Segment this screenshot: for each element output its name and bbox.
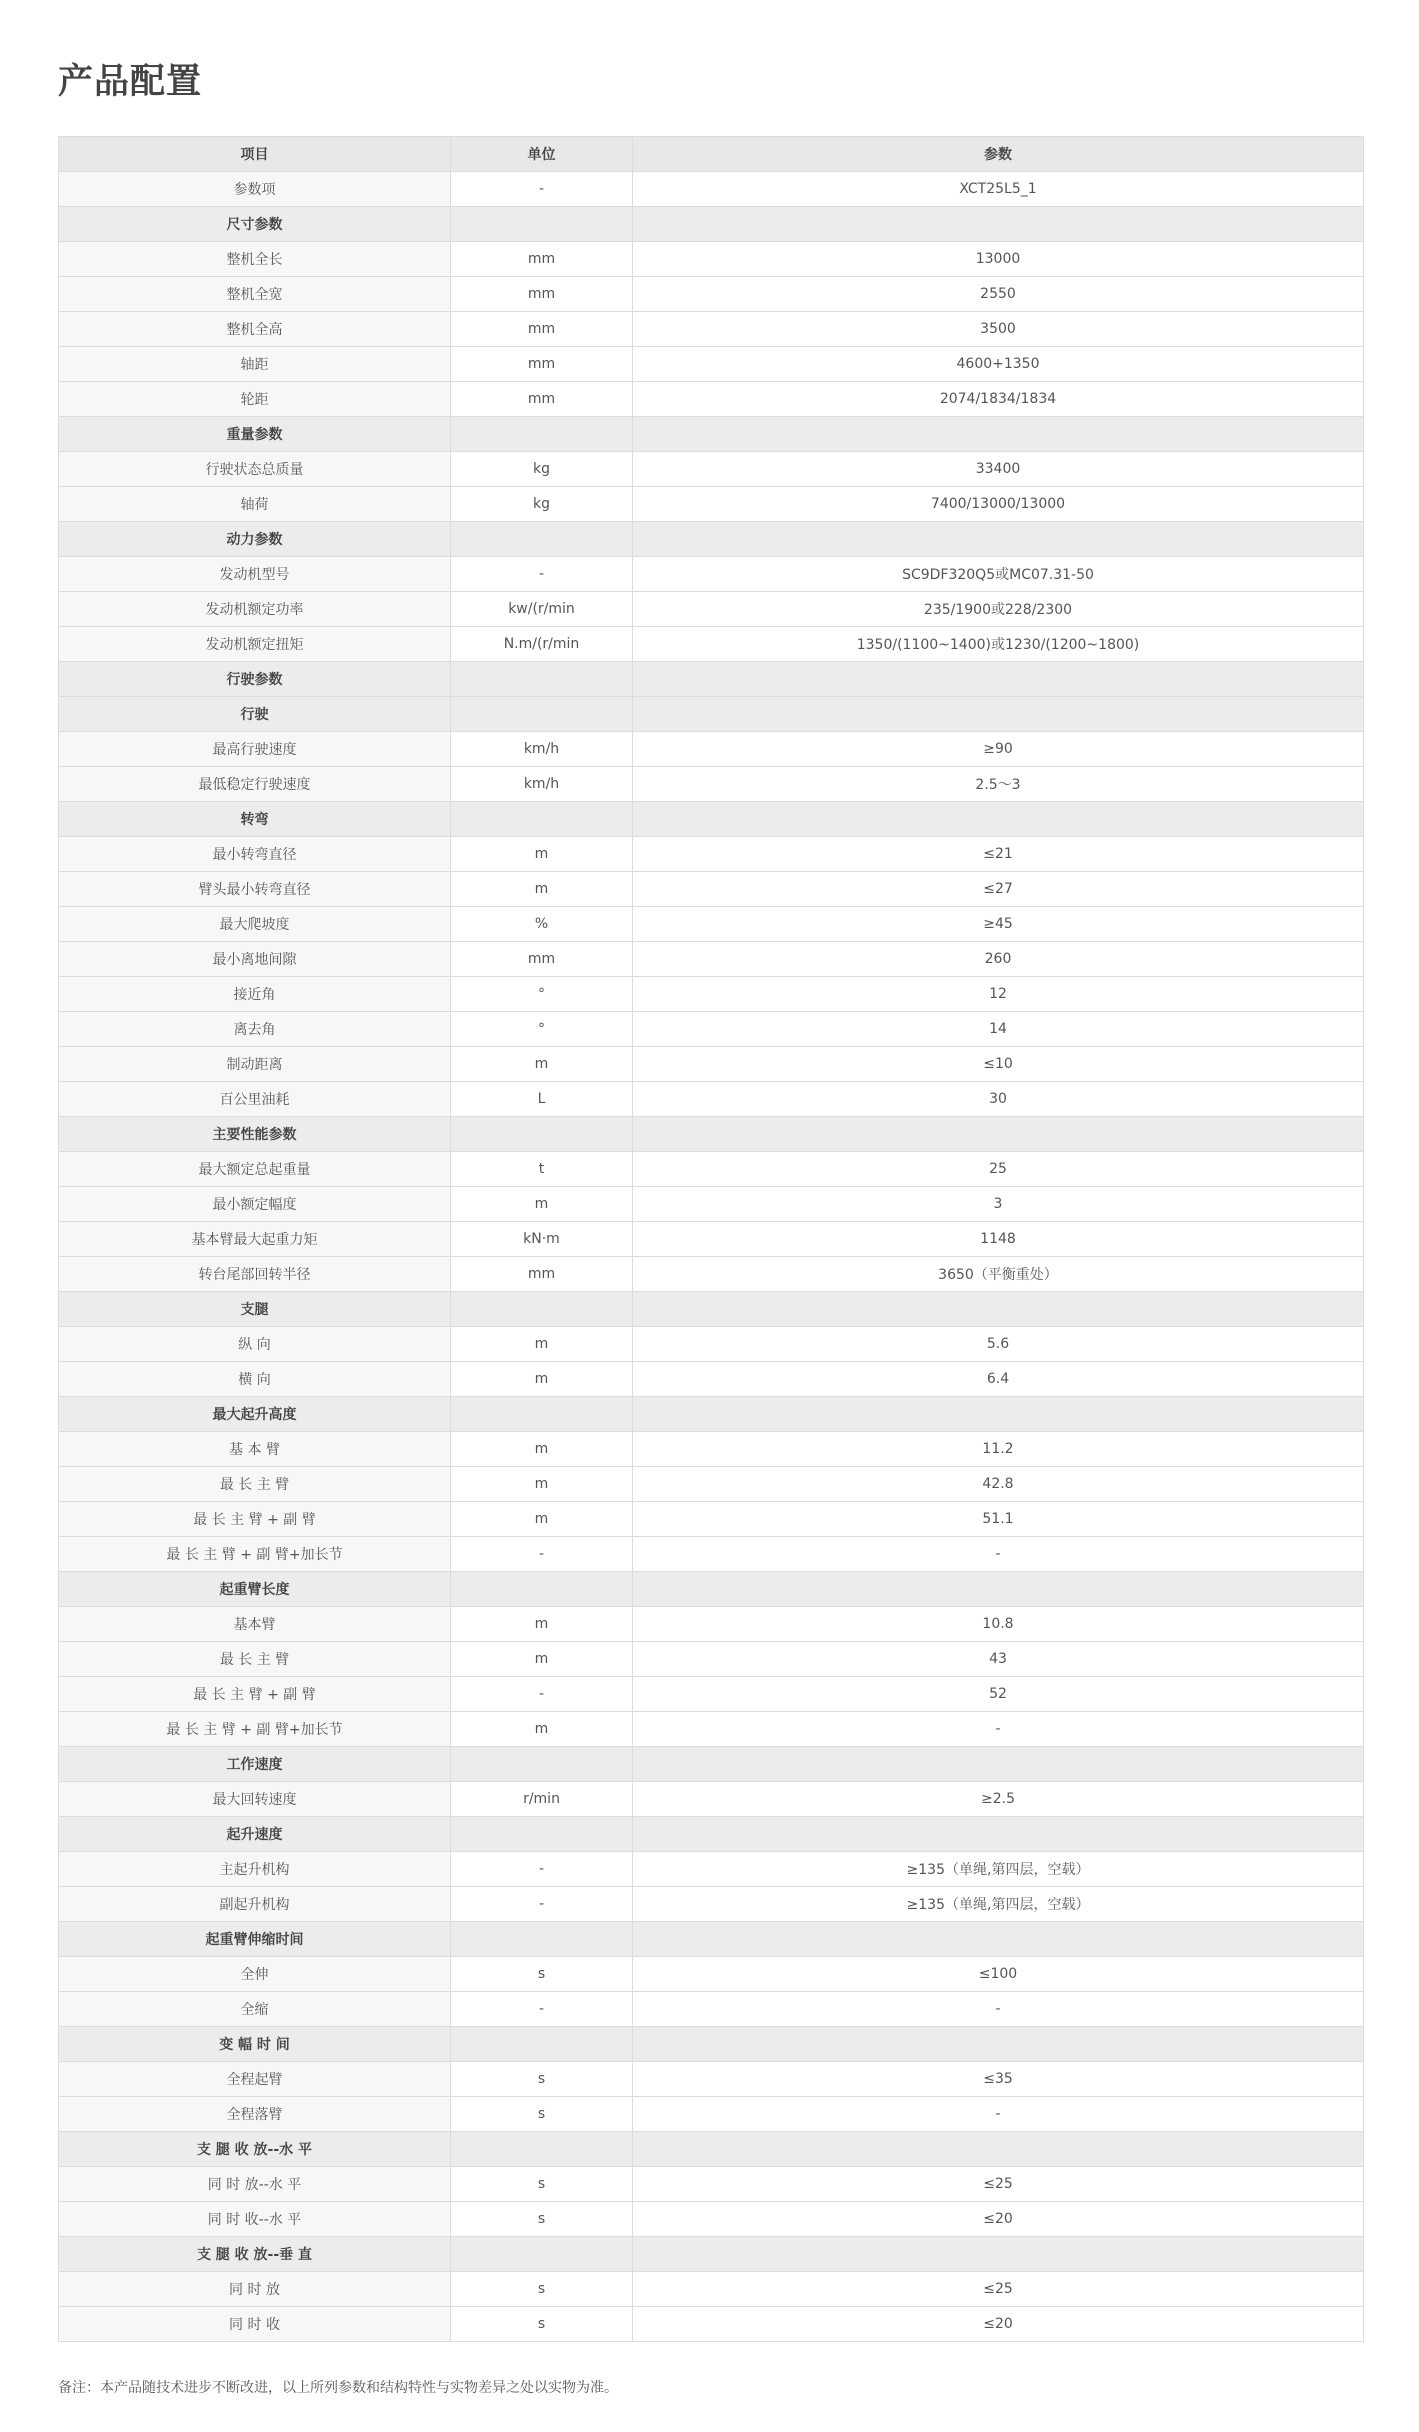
unit-cell: mm <box>451 347 633 382</box>
value-cell: ≥135（单绳,第四层，空载） <box>633 1852 1364 1887</box>
value-cell: ≤35 <box>633 2062 1364 2097</box>
unit-cell: m <box>451 1187 633 1222</box>
table-row <box>59 1327 1364 1362</box>
unit-cell: - <box>451 1852 633 1887</box>
unit-cell: s <box>451 2062 633 2097</box>
unit-cell <box>451 662 633 697</box>
value-cell: 3650（平衡重处） <box>633 1257 1364 1292</box>
value-cell: 6.4 <box>633 1362 1364 1397</box>
table-row <box>59 767 1364 802</box>
item-cell: 最 长 主 臂 <box>59 1467 451 1502</box>
section-row <box>59 802 1364 837</box>
section-row <box>59 1117 1364 1152</box>
value-cell <box>633 1572 1364 1607</box>
unit-cell: s <box>451 2307 633 2342</box>
unit-cell: t <box>451 1152 633 1187</box>
item-cell: 转台尾部回转半径 <box>59 1257 451 1292</box>
item-cell: 最大爬坡度 <box>59 907 451 942</box>
unit-cell: km/h <box>451 767 633 802</box>
item-cell: 同 时 收 <box>59 2307 451 2342</box>
unit-cell: - <box>451 1887 633 1922</box>
unit-cell: m <box>451 1607 633 1642</box>
section-row <box>59 2027 1364 2062</box>
header-unit: 单位 <box>451 137 633 172</box>
unit-cell: mm <box>451 1257 633 1292</box>
unit-cell <box>451 802 633 837</box>
unit-cell: m <box>451 837 633 872</box>
unit-cell: mm <box>451 242 633 277</box>
value-cell: ≤20 <box>633 2307 1364 2342</box>
value-cell: SC9DF320Q5或MC07.31-50 <box>633 557 1364 592</box>
unit-cell: s <box>451 2272 633 2307</box>
value-cell: ≥90 <box>633 732 1364 767</box>
unit-cell: s <box>451 2202 633 2237</box>
table-row <box>59 1047 1364 1082</box>
unit-cell: m <box>451 1712 633 1747</box>
value-cell: ≤20 <box>633 2202 1364 2237</box>
item-cell: 全缩 <box>59 1992 451 2027</box>
unit-cell: r/min <box>451 1782 633 1817</box>
unit-cell: mm <box>451 312 633 347</box>
value-cell <box>633 2027 1364 2062</box>
table-row <box>59 347 1364 382</box>
value-cell: ≤25 <box>633 2272 1364 2307</box>
table-row <box>59 172 1364 207</box>
section-row <box>59 417 1364 452</box>
value-cell <box>633 1292 1364 1327</box>
item-cell: 最 长 主 臂 <box>59 1642 451 1677</box>
value-cell: 33400 <box>633 452 1364 487</box>
item-cell: 参数项 <box>59 172 451 207</box>
unit-cell <box>451 2027 633 2062</box>
unit-cell <box>451 522 633 557</box>
table-row <box>59 487 1364 522</box>
unit-cell <box>451 417 633 452</box>
item-cell: 轮距 <box>59 382 451 417</box>
section-title: 转弯 <box>59 802 451 837</box>
table-row <box>59 1187 1364 1222</box>
section-title: 起重臂伸缩时间 <box>59 1922 451 1957</box>
unit-cell: ° <box>451 977 633 1012</box>
item-cell: 全伸 <box>59 1957 451 1992</box>
unit-cell: m <box>451 1502 633 1537</box>
value-cell: ≥2.5 <box>633 1782 1364 1817</box>
value-cell: - <box>633 1712 1364 1747</box>
item-cell: 全程落臂 <box>59 2097 451 2132</box>
item-cell: 最低稳定行驶速度 <box>59 767 451 802</box>
value-cell <box>633 662 1364 697</box>
value-cell: 3500 <box>633 312 1364 347</box>
value-cell: 42.8 <box>633 1467 1364 1502</box>
table-row <box>59 2167 1364 2202</box>
item-cell: 行驶状态总质量 <box>59 452 451 487</box>
item-cell: 发动机额定扭矩 <box>59 627 451 662</box>
table-row <box>59 732 1364 767</box>
item-cell: 基 本 臂 <box>59 1432 451 1467</box>
value-cell: 2.5～3 <box>633 767 1364 802</box>
table-row <box>59 592 1364 627</box>
table-row <box>59 1012 1364 1047</box>
unit-cell <box>451 697 633 732</box>
section-title: 最大起升高度 <box>59 1397 451 1432</box>
table-row <box>59 2062 1364 2097</box>
table-header-row <box>59 137 1364 172</box>
spec-table-body <box>59 172 1364 2342</box>
unit-cell: m <box>451 1642 633 1677</box>
value-cell <box>633 522 1364 557</box>
value-cell: 30 <box>633 1082 1364 1117</box>
unit-cell: kN·m <box>451 1222 633 1257</box>
item-cell: 主起升机构 <box>59 1852 451 1887</box>
table-row <box>59 557 1364 592</box>
table-row <box>59 1467 1364 1502</box>
value-cell: ≤100 <box>633 1957 1364 1992</box>
table-row <box>59 1677 1364 1712</box>
value-cell: - <box>633 2097 1364 2132</box>
section-title: 支腿 <box>59 1292 451 1327</box>
unit-cell: mm <box>451 382 633 417</box>
unit-cell: - <box>451 172 633 207</box>
table-row <box>59 1992 1364 2027</box>
table-row <box>59 872 1364 907</box>
section-row <box>59 522 1364 557</box>
value-cell: 2550 <box>633 277 1364 312</box>
table-row <box>59 2272 1364 2307</box>
table-row <box>59 1852 1364 1887</box>
section-title: 起重臂长度 <box>59 1572 451 1607</box>
value-cell: 13000 <box>633 242 1364 277</box>
value-cell: 10.8 <box>633 1607 1364 1642</box>
value-cell: 260 <box>633 942 1364 977</box>
unit-cell: - <box>451 1677 633 1712</box>
value-cell: 25 <box>633 1152 1364 1187</box>
value-cell: 51.1 <box>633 1502 1364 1537</box>
section-row <box>59 1572 1364 1607</box>
table-row <box>59 277 1364 312</box>
item-cell: 轴距 <box>59 347 451 382</box>
item-cell: 基本臂最大起重力矩 <box>59 1222 451 1257</box>
item-cell: 最 长 主 臂 + 副 臂+加长节 <box>59 1712 451 1747</box>
item-cell: 发动机型号 <box>59 557 451 592</box>
unit-cell: N.m/(r/min <box>451 627 633 662</box>
value-cell: ≤10 <box>633 1047 1364 1082</box>
unit-cell: - <box>451 1992 633 2027</box>
table-row <box>59 977 1364 1012</box>
table-row <box>59 2202 1364 2237</box>
unit-cell <box>451 207 633 242</box>
table-row <box>59 2307 1364 2342</box>
value-cell <box>633 1397 1364 1432</box>
unit-cell: kg <box>451 452 633 487</box>
spec-table <box>58 136 1364 2342</box>
item-cell: 最大回转速度 <box>59 1782 451 1817</box>
value-cell: 12 <box>633 977 1364 1012</box>
section-row <box>59 1292 1364 1327</box>
value-cell: XCT25L5_1 <box>633 172 1364 207</box>
value-cell <box>633 2132 1364 2167</box>
unit-cell: kw/(r/min <box>451 592 633 627</box>
unit-cell: s <box>451 2167 633 2202</box>
item-cell: 最小额定幅度 <box>59 1187 451 1222</box>
item-cell: 接近角 <box>59 977 451 1012</box>
table-row <box>59 242 1364 277</box>
value-cell <box>633 2237 1364 2272</box>
unit-cell: s <box>451 2097 633 2132</box>
unit-cell: s <box>451 1957 633 1992</box>
unit-cell <box>451 1817 633 1852</box>
unit-cell: m <box>451 1432 633 1467</box>
section-title: 尺寸参数 <box>59 207 451 242</box>
item-cell: 基本臂 <box>59 1607 451 1642</box>
table-row <box>59 1502 1364 1537</box>
item-cell: 同 时 放--水 平 <box>59 2167 451 2202</box>
table-row <box>59 627 1364 662</box>
page-title: 产品配置 <box>58 62 203 102</box>
table-row <box>59 837 1364 872</box>
unit-cell: kg <box>451 487 633 522</box>
item-cell: 发动机额定功率 <box>59 592 451 627</box>
item-cell: 整机全宽 <box>59 277 451 312</box>
item-cell: 副起升机构 <box>59 1887 451 1922</box>
unit-cell <box>451 1922 633 1957</box>
section-title: 工作速度 <box>59 1747 451 1782</box>
value-cell: 14 <box>633 1012 1364 1047</box>
value-cell: - <box>633 1992 1364 2027</box>
table-row <box>59 312 1364 347</box>
table-row <box>59 1152 1364 1187</box>
value-cell <box>633 1817 1364 1852</box>
value-cell: ≥45 <box>633 907 1364 942</box>
value-cell: 5.6 <box>633 1327 1364 1362</box>
unit-cell: m <box>451 1047 633 1082</box>
value-cell <box>633 417 1364 452</box>
table-row <box>59 1082 1364 1117</box>
value-cell <box>633 697 1364 732</box>
table-row <box>59 1607 1364 1642</box>
value-cell: - <box>633 1537 1364 1572</box>
section-title: 变 幅 时 间 <box>59 2027 451 2062</box>
unit-cell: - <box>451 1537 633 1572</box>
value-cell <box>633 1922 1364 1957</box>
value-cell: 4600+1350 <box>633 347 1364 382</box>
unit-cell: mm <box>451 277 633 312</box>
table-row <box>59 1222 1364 1257</box>
value-cell: ≤21 <box>633 837 1364 872</box>
section-row <box>59 662 1364 697</box>
value-cell: 11.2 <box>633 1432 1364 1467</box>
value-cell: 2074/1834/1834 <box>633 382 1364 417</box>
value-cell: 1148 <box>633 1222 1364 1257</box>
table-row <box>59 1887 1364 1922</box>
section-title: 行驶 <box>59 697 451 732</box>
value-cell: 3 <box>633 1187 1364 1222</box>
section-row <box>59 1397 1364 1432</box>
footnote: 备注：本产品随技术进步不断改进，以上所列参数和结构特性与实物差异之处以实物为准。 <box>58 2380 618 2396</box>
item-cell: 横 向 <box>59 1362 451 1397</box>
table-row <box>59 942 1364 977</box>
unit-cell: m <box>451 872 633 907</box>
table-row <box>59 1712 1364 1747</box>
unit-cell: km/h <box>451 732 633 767</box>
section-title: 主要性能参数 <box>59 1117 451 1152</box>
unit-cell: m <box>451 1327 633 1362</box>
value-cell: 7400/13000/13000 <box>633 487 1364 522</box>
item-cell: 最 长 主 臂 + 副 臂+加长节 <box>59 1537 451 1572</box>
item-cell: 整机全高 <box>59 312 451 347</box>
item-cell: 纵 向 <box>59 1327 451 1362</box>
value-cell <box>633 207 1364 242</box>
value-cell: ≤25 <box>633 2167 1364 2202</box>
item-cell: 离去角 <box>59 1012 451 1047</box>
section-title: 支 腿 收 放--垂 直 <box>59 2237 451 2272</box>
item-cell: 全程起臂 <box>59 2062 451 2097</box>
header-item: 项目 <box>59 137 451 172</box>
section-row <box>59 1922 1364 1957</box>
item-cell: 同 时 放 <box>59 2272 451 2307</box>
unit-cell: m <box>451 1467 633 1502</box>
value-cell: 235/1900或228/2300 <box>633 592 1364 627</box>
unit-cell <box>451 2132 633 2167</box>
table-row <box>59 1957 1364 1992</box>
section-row <box>59 2132 1364 2167</box>
item-cell: 轴荷 <box>59 487 451 522</box>
value-cell: 1350/(1100~1400)或1230/(1200~1800) <box>633 627 1364 662</box>
unit-cell: ° <box>451 1012 633 1047</box>
value-cell <box>633 1117 1364 1152</box>
unit-cell <box>451 2237 633 2272</box>
section-title: 动力参数 <box>59 522 451 557</box>
unit-cell: m <box>451 1362 633 1397</box>
value-cell: 43 <box>633 1642 1364 1677</box>
table-row <box>59 1782 1364 1817</box>
value-cell <box>633 1747 1364 1782</box>
item-cell: 最小离地间隙 <box>59 942 451 977</box>
value-cell: ≤27 <box>633 872 1364 907</box>
table-row <box>59 452 1364 487</box>
value-cell: ≥135（单绳,第四层，空载） <box>633 1887 1364 1922</box>
table-row <box>59 1257 1364 1292</box>
section-row <box>59 2237 1364 2272</box>
item-cell: 最大额定总起重量 <box>59 1152 451 1187</box>
unit-cell <box>451 1117 633 1152</box>
section-row <box>59 1747 1364 1782</box>
item-cell: 臂头最小转弯直径 <box>59 872 451 907</box>
section-row <box>59 207 1364 242</box>
item-cell: 最 长 主 臂 + 副 臂 <box>59 1677 451 1712</box>
unit-cell: % <box>451 907 633 942</box>
section-row <box>59 1817 1364 1852</box>
section-title: 行驶参数 <box>59 662 451 697</box>
table-row <box>59 2097 1364 2132</box>
value-cell <box>633 802 1364 837</box>
table-row <box>59 907 1364 942</box>
unit-cell: - <box>451 557 633 592</box>
table-row <box>59 1537 1364 1572</box>
item-cell: 最小转弯直径 <box>59 837 451 872</box>
section-title: 起升速度 <box>59 1817 451 1852</box>
item-cell: 制动距离 <box>59 1047 451 1082</box>
unit-cell: L <box>451 1082 633 1117</box>
section-title: 重量参数 <box>59 417 451 452</box>
value-cell: 52 <box>633 1677 1364 1712</box>
item-cell: 最高行驶速度 <box>59 732 451 767</box>
unit-cell <box>451 1292 633 1327</box>
table-row <box>59 1362 1364 1397</box>
unit-cell <box>451 1572 633 1607</box>
unit-cell <box>451 1397 633 1432</box>
item-cell: 百公里油耗 <box>59 1082 451 1117</box>
section-title: 支 腿 收 放--水 平 <box>59 2132 451 2167</box>
section-row <box>59 697 1364 732</box>
unit-cell: mm <box>451 942 633 977</box>
unit-cell <box>451 1747 633 1782</box>
item-cell: 同 时 收--水 平 <box>59 2202 451 2237</box>
header-value: 参数 <box>633 137 1364 172</box>
item-cell: 整机全长 <box>59 242 451 277</box>
item-cell: 最 长 主 臂 + 副 臂 <box>59 1502 451 1537</box>
table-row <box>59 1432 1364 1467</box>
table-row <box>59 1642 1364 1677</box>
table-row <box>59 382 1364 417</box>
